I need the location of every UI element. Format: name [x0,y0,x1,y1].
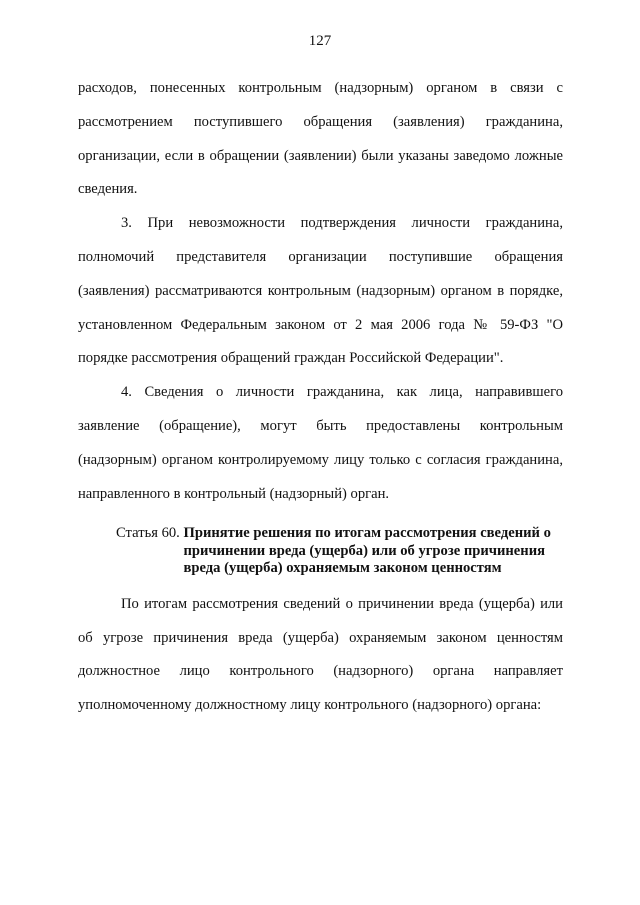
article-heading [78,525,563,578]
article-number: Статья 60. [116,525,184,542]
paragraph-continuation: расходов, понесенных контрольным (надзорным) органом в связи с рассмотрением поступившего обращения (заявления) гражданина, организации, если в обращении (заявлении) были указаны заведомо ложные сведения. [78,80,563,198]
paragraph-item-3: 3. При невозможности подтверждения личности гражданина, полномочий представителя организации поступившие обращения (заявления) рассматриваются контрольным (надзорным) органом в порядке, установленном Федеральным законом от 2 мая 2006 года № 59-ФЗ "О порядке рассмотрения обращений граждан Российской Федерации". [78,215,563,367]
paragraph-article-body: По итогам рассмотрения сведений о причинении вреда (ущерба) или об угрозе причинения вреда (ущерба) охраняемым законом ценностям должностное лицо контрольного (надзорного) органа направляет уполномоченному должностному лицу контрольного (надзорного) органа: [78,595,563,714]
document-body [78,72,563,723]
article-title: Принятие решения по итогам рассмотрения сведений о причинении вреда (ущерба) или об угрозе причинения вреда (ущерба) охраняемым законом ценностям [183,525,551,577]
page-number: 127 [308,33,332,49]
paragraph-item-4: 4. Сведения о личности гражданина, как лица, направившего заявление (обращение), могут быть предоставлены контрольным (надзорным) органом контролируемому лицу только с согласия гражданина, направленного в контрольный (надзорный) орган. [78,384,563,502]
